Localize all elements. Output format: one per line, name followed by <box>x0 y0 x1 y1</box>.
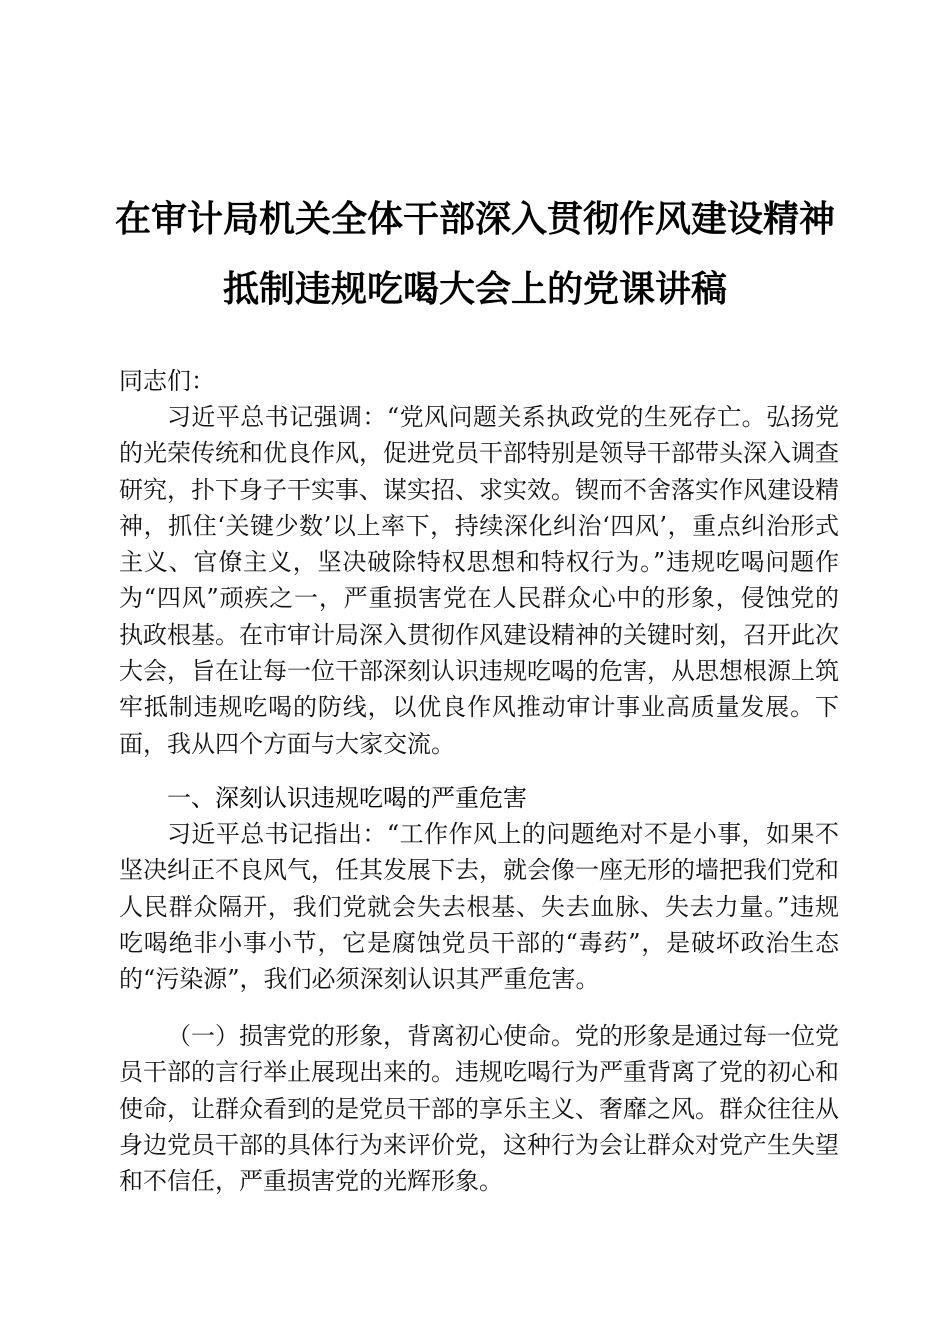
subsection-1-body: 党的形象是通过每一位党员干部的言行举止展现出来的。违规吃喝行为严重背离了党的初心和使命，让群众看到的是党员干部的享乐主义、奢靡之风。群众往往从身边党员干部的具体行为来评价党，这种行为会让群众对党产生失望和不信任，严重损害党的光辉形象。 <box>119 1022 839 1196</box>
subsection-heading-1: （一）损害党的形象，背离初心使命。 <box>167 1022 575 1050</box>
document-title-line-1: 在审计局机关全体干部深入贯彻作风建设精神 <box>114 199 835 240</box>
paragraph-section-1: 习近平总书记指出：“工作作风上的问题绝对不是小事，如果不坚决纠正不良风气，任其发展下去，就会像一座无形的墙把我们党和人民群众隔开，我们党就会失去根基、失去血脉、失去力量。”违规吃喝绝非小事小节，它是腐蚀党员干部的“毒药”，是破坏政治生态的“污染源”，我们必须深刻认识其严重危害。 <box>119 820 839 994</box>
paragraph-intro: 习近平总书记强调：“党风问题关系执政党的生死存亡。弘扬党的光荣传统和优良作风，促进党员干部特别是领导干部带头深入调查研究，扑下身子干实事、谋实招、求实效。锲而不舍落实作风建设精神，抓住‘关键少数’以上率下，持续深化纠治‘四风’，重点纠治形式主义、官僚主义，坚决破除特权思想和特权行为。”违规吃喝问题作为“四风”顽疾之一，严重损害党在人民群众心中的形象，侵蚀党的执政根基。在市审计局深入贯彻作风建设精神的关键时刻，召开此次大会，旨在让每一位干部深刻认识违规吃喝的危害，从思想根源上筑牢抵制违规吃喝的防线，以优良作风推动审计事业高质量发展。下面，我从四个方面与大家交流。 <box>119 403 839 758</box>
salutation: 同志们： <box>119 367 215 395</box>
section-heading-1: 一、深刻认识违规吃喝的严重危害 <box>167 784 527 812</box>
paragraph-subsection-1 <box>119 1018 839 1199</box>
document-title-line-2: 抵制违规吃喝大会上的党课讲稿 <box>222 269 727 310</box>
